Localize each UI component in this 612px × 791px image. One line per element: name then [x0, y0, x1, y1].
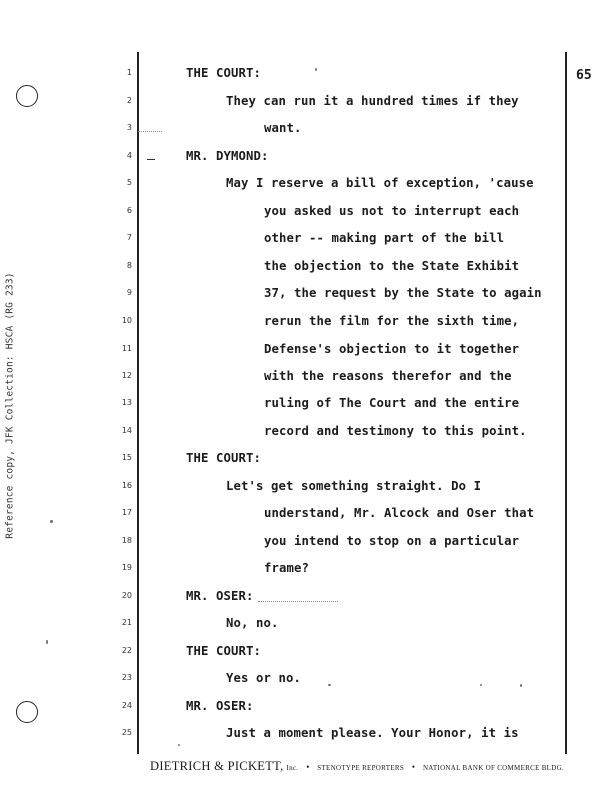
line-number: 12	[121, 371, 132, 380]
dialogue-line: other -- making part of the bill	[264, 231, 505, 245]
dialogue-line: Let's get something straight. Do I	[226, 479, 482, 493]
line-number: 1	[126, 68, 132, 77]
line-number: 7	[126, 233, 132, 242]
dialogue-line: you asked us not to interrupt each	[264, 204, 520, 218]
firm-name: DIETRICH & PICKETT,	[150, 759, 284, 773]
speaker-label: MR. OSER:	[186, 699, 254, 713]
line-number: 6	[126, 206, 132, 215]
dialogue-line: rerun the film for the sixth time,	[264, 314, 520, 328]
dotted-leader	[258, 601, 338, 602]
reporters-label: STENOTYPE REPORTERS	[317, 764, 405, 772]
scan-speck	[46, 640, 48, 644]
line-number: 23	[121, 673, 132, 682]
line-number: 24	[121, 701, 132, 710]
margin-dash-mark	[147, 159, 155, 160]
dialogue-line: frame?	[264, 561, 310, 575]
line-number: 17	[121, 508, 132, 517]
footer-separator: •	[306, 762, 310, 772]
line-number: 20	[121, 591, 132, 600]
scan-speck	[315, 68, 317, 71]
line-number: 14	[121, 426, 132, 435]
line-number: 4	[126, 151, 132, 160]
dialogue-line: you intend to stop on a particular	[264, 534, 520, 548]
binder-hole-top	[16, 85, 38, 107]
line-number: 13	[121, 398, 132, 407]
firm-inc: Inc.	[286, 764, 299, 772]
scan-speck	[520, 684, 522, 687]
line-number: 19	[121, 563, 132, 572]
line-number: 22	[121, 646, 132, 655]
dialogue-line: record and testimony to this point.	[264, 424, 527, 438]
footer-separator: •	[411, 762, 416, 772]
dialogue-line: 37, the request by the State to again	[264, 286, 542, 300]
dialogue-line: want.	[264, 121, 302, 135]
dialogue-line: the objection to the State Exhibit	[264, 259, 520, 273]
left-margin-rule	[137, 52, 139, 754]
line-number: 2	[126, 96, 132, 105]
line-number: 18	[121, 536, 132, 545]
dialogue-line: with the reasons therefor and the	[264, 369, 512, 383]
line-number: 10	[121, 316, 132, 325]
line-number: 8	[126, 261, 132, 270]
dialogue-line: They can run it a hundred times if they	[226, 94, 519, 108]
line-number: 25	[121, 728, 132, 737]
dialogue-line: ruling of The Court and the entire	[264, 396, 520, 410]
line-number: 3	[126, 123, 132, 132]
dialogue-line: Defense's objection to it together	[264, 342, 520, 356]
dialogue-line: Yes or no.	[226, 671, 302, 685]
dialogue-line: Just a moment please. Your Honor, it is	[226, 726, 519, 740]
reporter-footer	[150, 759, 570, 774]
line-number: 9	[126, 288, 132, 297]
scan-speck	[328, 684, 331, 686]
line-number: 5	[126, 178, 132, 187]
side-note: Reference copy, JFK Collection: HSCA (RG 233)	[4, 272, 16, 539]
speaker-label: MR. OSER:	[186, 589, 254, 603]
speaker-label: THE COURT:	[186, 644, 262, 658]
binder-hole-bottom	[16, 701, 38, 723]
line-number: 21	[121, 618, 132, 627]
scan-speck	[50, 520, 53, 523]
dialogue-line: May I reserve a bill of exception, 'cause	[226, 176, 534, 190]
line-number: 15	[121, 453, 132, 462]
speaker-label: THE COURT:	[186, 451, 262, 465]
dotted-leader	[138, 131, 162, 132]
line-number: 11	[121, 344, 132, 353]
speaker-label: THE COURT:	[186, 66, 262, 80]
scan-speck	[178, 744, 180, 746]
line-number: 16	[121, 481, 132, 490]
speaker-label: MR. DYMOND:	[186, 149, 269, 163]
dialogue-line: understand, Mr. Alcock and Oser that	[264, 506, 535, 520]
dialogue-line: No, no.	[226, 616, 279, 630]
right-margin-rule	[565, 52, 567, 754]
scan-speck	[480, 684, 482, 686]
page-number: 65	[576, 68, 592, 83]
bank-label: NATIONAL BANK OF COMMERCE BLDG.	[422, 764, 565, 772]
